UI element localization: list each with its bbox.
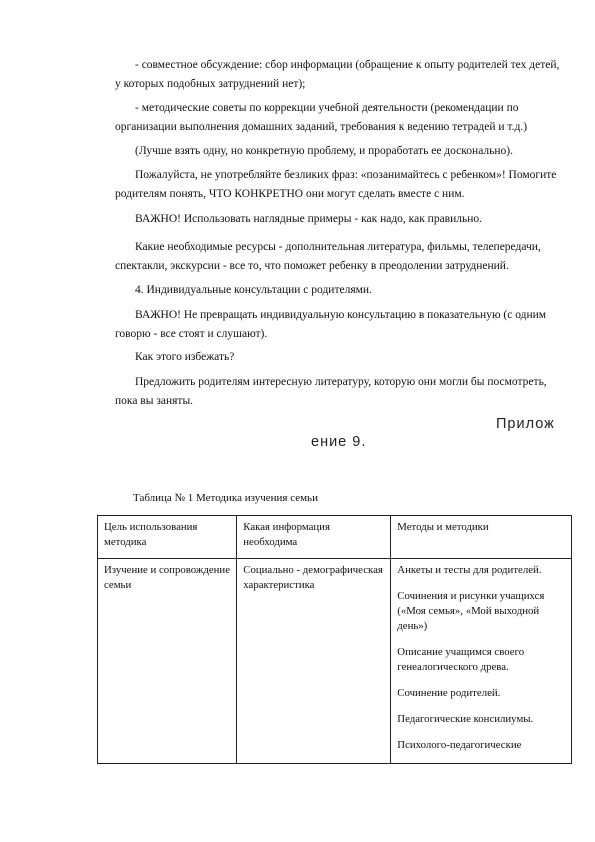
cell-info: Социально - демографическая характеристика [237,559,391,764]
table-caption: Таблица № 1 Методика изучения семьи [133,492,318,504]
paragraph-resources: Какие необходимые ресурсы - дополнительная литература, фильмы, телепередачи, спектакли, экскурсии - все то, что поможет ребенку в преодолении затруднений. [115,241,541,272]
paragraph-no-faceless-phrases: Пожалуйста, не употребляйте безликих фраз: «позанимайтесь с ребенком»! Помогите родителям понять, ЧТО КОНКРЕТНО они могут сделать вместе с ним. [115,169,557,200]
header-methods: Методы и методики [391,516,572,559]
appendix-title-part1: Прилож [496,416,555,432]
table-row [98,559,572,764]
heading-individual-consultations: 4. Индивидуальные консультации с родителями. [135,284,372,296]
paragraph-one-problem: (Лучше взять одну, но конкретную проблему, и проработать ее досконально). [135,145,513,157]
appendix-title-part2: ение 9. [311,434,367,450]
paragraph-important-examples: ВАЖНО! Использовать наглядные примеры - как надо, как правильно. [135,213,483,225]
header-info: Какая информация необходима [237,516,391,559]
paragraph-joint-discussion: - совместное обсуждение: сбор информации (обращение к опыту родителей тех детей, у которых подобных затруднений нет); [115,59,560,90]
method-item: Описание учащимся своего генеалогического древа. [397,646,525,673]
cell-goal: Изучение и сопровождение семьи [98,559,237,764]
paragraph-method-advice: - методические советы по коррекции учебной деятельности (рекомендации по организации выполнения домашних заданий, требования к ведению тетрадей и т.д.) [115,102,528,133]
family-study-table [97,515,572,764]
method-item: Сочинения и рисунки учащихся («Моя семья», «Мой выходной день») [397,590,545,632]
method-item: Педагогические консилиумы. [397,713,534,725]
table-header-row [98,516,572,559]
cell-methods [391,559,572,764]
header-goal: Цель использования методика [98,516,237,559]
method-item: Психолого-педагогические [397,739,522,751]
method-item: Сочинение родителей. [397,687,501,699]
paragraph-question: Как этого избежать? [135,351,235,363]
paragraph-suggest-literature: Предложить родителям интересную литературу, которую они могли бы посмотреть, пока вы заняты. [115,376,547,407]
paragraph-important-individual: ВАЖНО! Не превращать индивидуальную консультацию в показательную (с одним говорю - все стоят и слушают). [115,309,547,340]
method-item: Анкеты и тесты для родителей. [397,564,542,576]
